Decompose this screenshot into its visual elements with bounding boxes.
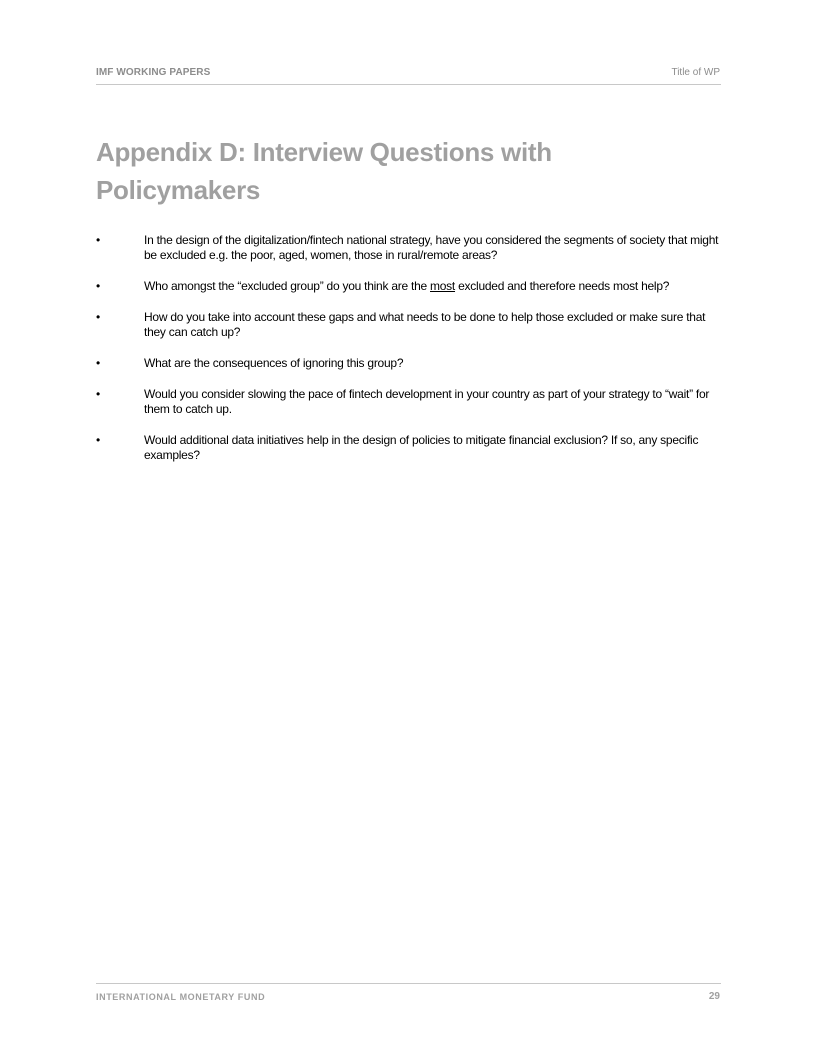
question-text	[144, 279, 669, 293]
question-text: How do you take into account these gaps and what needs to be done to help those excluded or make sure that they can catch up?	[144, 310, 706, 339]
question-text-before: Who amongst the “excluded group” do you think are the	[144, 279, 431, 293]
bullet-icon: •	[96, 433, 100, 447]
question-text: In the design of the digitalization/fintech national strategy, have you considered the segments of society that might be excluded e.g. the poor, aged, women, those in rural/remote areas?	[144, 233, 719, 262]
question-text-after: excluded and therefore needs most help?	[455, 279, 670, 293]
running-header-title: Title of WP	[671, 67, 720, 78]
question-item	[96, 233, 722, 263]
question-text: What are the consequences of ignoring this group?	[144, 356, 404, 370]
question-item	[96, 387, 722, 417]
section-title-line-1: Appendix D: Interview Questions with	[96, 137, 552, 167]
question-text: Would you consider slowing the pace of fintech development in your country as part of your strategy to “wait” for them to catch up.	[144, 387, 710, 416]
bullet-icon: •	[96, 387, 100, 401]
bullet-icon: •	[96, 310, 100, 324]
section-title-line-2: Policymakers	[96, 175, 261, 205]
section-title	[96, 133, 696, 209]
question-text: Would additional data initiatives help in the design of policies to mitigate financial exclusion? If so, any specific examples?	[144, 433, 699, 462]
bullet-icon: •	[96, 279, 100, 293]
question-item	[96, 279, 722, 294]
question-item	[96, 356, 722, 371]
interview-question-list	[96, 233, 722, 479]
running-header-series: IMF WORKING PAPERS	[96, 67, 211, 78]
running-footer-organization: INTERNATIONAL MONETARY FUND	[96, 992, 266, 1002]
footer-divider	[96, 983, 721, 984]
header-divider	[96, 84, 721, 85]
bullet-icon: •	[96, 356, 100, 370]
question-item	[96, 310, 722, 340]
question-item	[96, 433, 722, 463]
bullet-icon: •	[96, 233, 100, 247]
question-emphasis: most	[430, 279, 456, 293]
page-number: 29	[708, 991, 720, 1002]
